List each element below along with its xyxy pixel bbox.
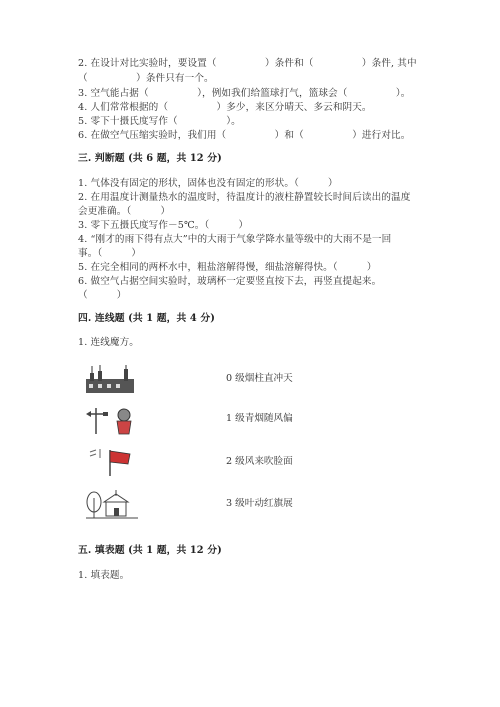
q3-text: 3. 空气能占据（ ），例如我们给篮球打气，篮球会（ ）。 xyxy=(78,88,411,99)
flag-wind-icon xyxy=(84,446,138,478)
judge-q6-line2: （ ） xyxy=(78,290,127,301)
judge-q2-line1: 2. 在用温度计测量热水的温度时，待温度计的液柱静置较长时间后读出的温度 xyxy=(78,192,411,203)
matching-label-1: 1 级青烟随风偏 xyxy=(226,413,293,424)
judge-q2-line2: 会更准确。（ ） xyxy=(78,206,171,217)
judge-q6-line1: 6. 做空气占据空间实验时，玻璃杯一定要竖直按下去，再竖直提起来。 xyxy=(78,276,382,287)
judge-q3: 3. 零下五摄氏度写作－5℃。（ ） xyxy=(78,220,249,231)
section4-heading: 四. 连线题 (共 1 题，共 4 分) xyxy=(78,313,215,324)
matching-label-0: 0 级烟柱直冲天 xyxy=(226,373,293,384)
matching-label-2: 2 级风来吹脸面 xyxy=(226,456,293,467)
q2-text-line1: 2. 在设计对比实验时，要设置（ ）条件和（ ）条件, 其中 xyxy=(78,58,417,69)
table-instruction: 1. 填表题。 xyxy=(78,570,130,581)
q5-text: 5. 零下十摄氏度写作（ ）。 xyxy=(78,116,241,127)
q2-text-line2: （ ）条件只有一个。 xyxy=(78,73,214,84)
judge-q5: 5. 在完全相同的两杯水中，粗盐溶解得慢，细盐溶解得快。（ ） xyxy=(78,262,377,273)
section5-heading: 五. 填表题 (共 1 题，共 12 分) xyxy=(78,545,222,556)
matching-item-2 xyxy=(84,446,324,478)
wind-vane-person-icon xyxy=(84,404,138,436)
judge-q1: 1. 气体没有固定的形状，固体也没有固定的形状。（ ） xyxy=(78,178,338,189)
tree-house-icon xyxy=(84,488,140,520)
q6-text: 6. 在做空气压缩实验时，我们用（ ）和（ ）进行对比。 xyxy=(78,130,411,141)
matching-instruction: 1. 连线魔方。 xyxy=(78,337,139,348)
matching-item-3 xyxy=(84,488,324,520)
section3-heading: 三. 判断题 (共 6 题，共 12 分) xyxy=(78,153,222,164)
judge-q4-line2: 事。（ ） xyxy=(78,248,142,259)
q4-text: 4. 人们常常根据的（ ）多少，来区分晴天、多云和阴天。 xyxy=(78,102,372,113)
matching-label-3: 3 级叶动红旗展 xyxy=(226,498,293,509)
matching-item-0 xyxy=(84,365,324,397)
factory-smoke-icon xyxy=(84,365,138,395)
judge-q4-line1: 4. “刚才的雨下得有点大”中的大雨于气象学降水量等级中的大雨不是一回 xyxy=(78,234,392,245)
matching-item-1 xyxy=(84,404,324,436)
